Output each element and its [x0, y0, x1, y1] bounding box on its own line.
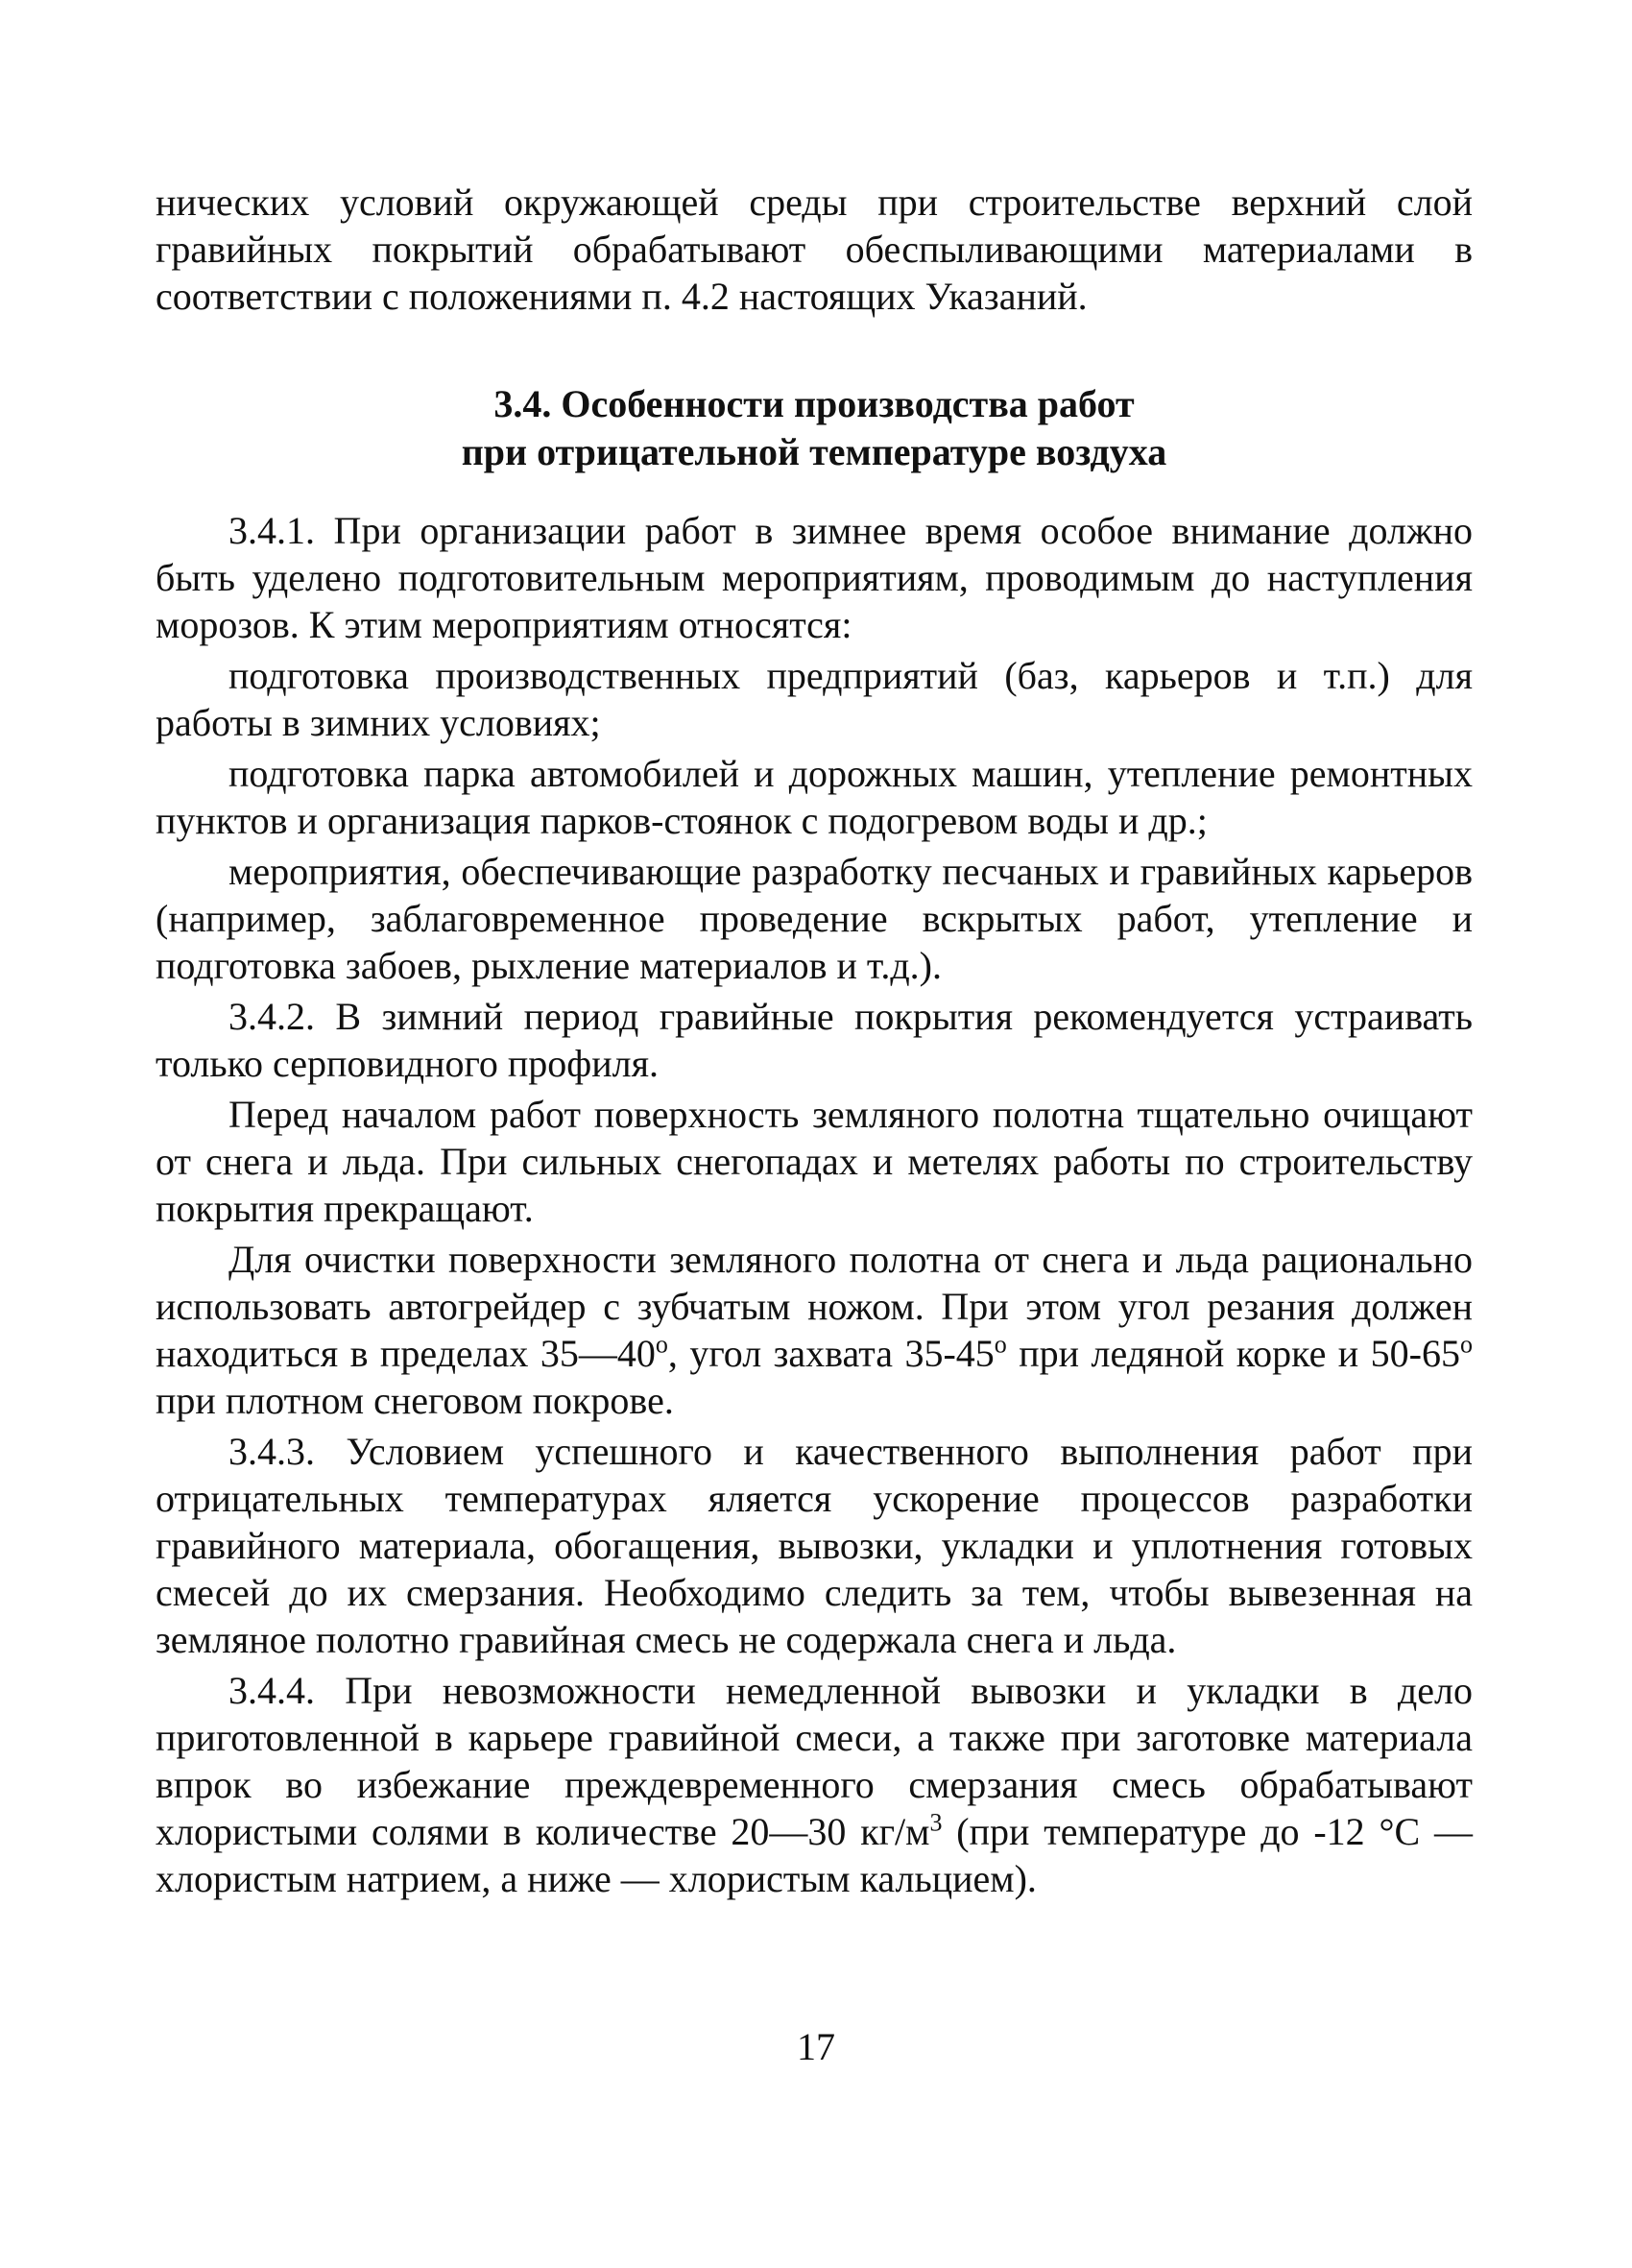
salts-text-1: 3.4.4. При невозможности немедленной вывозки и укладки в дело приготовленной в карьере гравийной смеси, а также при заготовке материала впрок во избежание преждевременного смерзания смесь обрабатывают хлористыми солями в количестве 20—30 кг/м [156, 1669, 1473, 1853]
paragraph-3-4-2-cleaning: Перед началом работ поверхность земляного полотна тщательно очищают от снега и льда. При сильных снегопадах и метелях работы по строительству покрытия прекращают. [156, 1093, 1473, 1230]
section-title-line1: 3.4. Особенности производства работ [493, 382, 1135, 425]
section-title-line2: при отрицательной температуре воздуха [461, 430, 1167, 473]
page-number: 17 [797, 2025, 835, 2068]
paragraph-3-4-3: 3.4.3. Условием успешного и качественного выполнения работ при отрицательных температурах яляется ускорение процессов разработки гравийного материала, обогащения, вывозки, укладки и уплотнения готовых смесей до их смерзания. Необходимо следить за тем, чтобы вывезенная на земляное полотно гравийная смесь не содержала снега и льда. [156, 1430, 1473, 1661]
degree-mark-3: о [1460, 1330, 1473, 1359]
grader-text-2: , угол захвата 35-45 [667, 1332, 995, 1375]
paragraph-3-4-2-grader [156, 1236, 1473, 1424]
section-heading [156, 380, 1473, 476]
cubic-superscript: 3 [929, 1808, 943, 1837]
paragraph-3-4-2: 3.4.2. В зимний период гравийные покрытия рекомендуется устраивать только серповидного профиля. [156, 995, 1473, 1085]
list-item-2: подготовка парка автомобилей и дорожных машин, утепление ремонтных пунктов и организация парков-стоянок с подогревом воды и др.; [156, 752, 1473, 842]
grader-text-1: Для очистки поверхности земляного полотна от снега и льда рационально использовать автогрейдер с зубчатым ножом. При этом угол резания должен находиться в пределах 35—40 [156, 1238, 1473, 1375]
grader-text-4: при плотном снеговом покрове. [156, 1379, 674, 1422]
list-item-3: мероприятия, обеспечивающие разработку песчаных и гравийных карьеров (например, заблаговременное проведение вскрытых работ, утепление и подготовка забоев, рыхление материалов и т.д.). [156, 850, 1473, 987]
grader-text-3: при ледяной корке и 50-65 [1006, 1332, 1460, 1375]
paragraph-3-4-1: 3.4.1. При организации работ в зимнее время особое внимание должно быть уделено подготовительным мероприятиям, проводимым до наступления морозов. К этим мероприятиям относятся: [156, 509, 1473, 646]
list-item-1: подготовка производственных предприятий (баз, карьеров и т.п.) для работы в зимних условиях; [156, 654, 1473, 744]
salts-text-2: (при температуре до -12 °С — хлористым натрием, а ниже — хлористым кальцием). [156, 1810, 1473, 1900]
body-text [156, 507, 1473, 1902]
degree-mark-2: о [994, 1330, 1007, 1359]
paragraph-3-4-4 [156, 1667, 1473, 1902]
intro-paragraph [156, 179, 1473, 320]
intro-text: нических условий окружающей среды при строительстве верхний слой гравийных покрытий обрабатывают обеспыливающими материалами в соответствии с положениями п. 4.2 настоящих Указаний. [156, 181, 1473, 318]
degree-mark-1: о [655, 1330, 668, 1359]
